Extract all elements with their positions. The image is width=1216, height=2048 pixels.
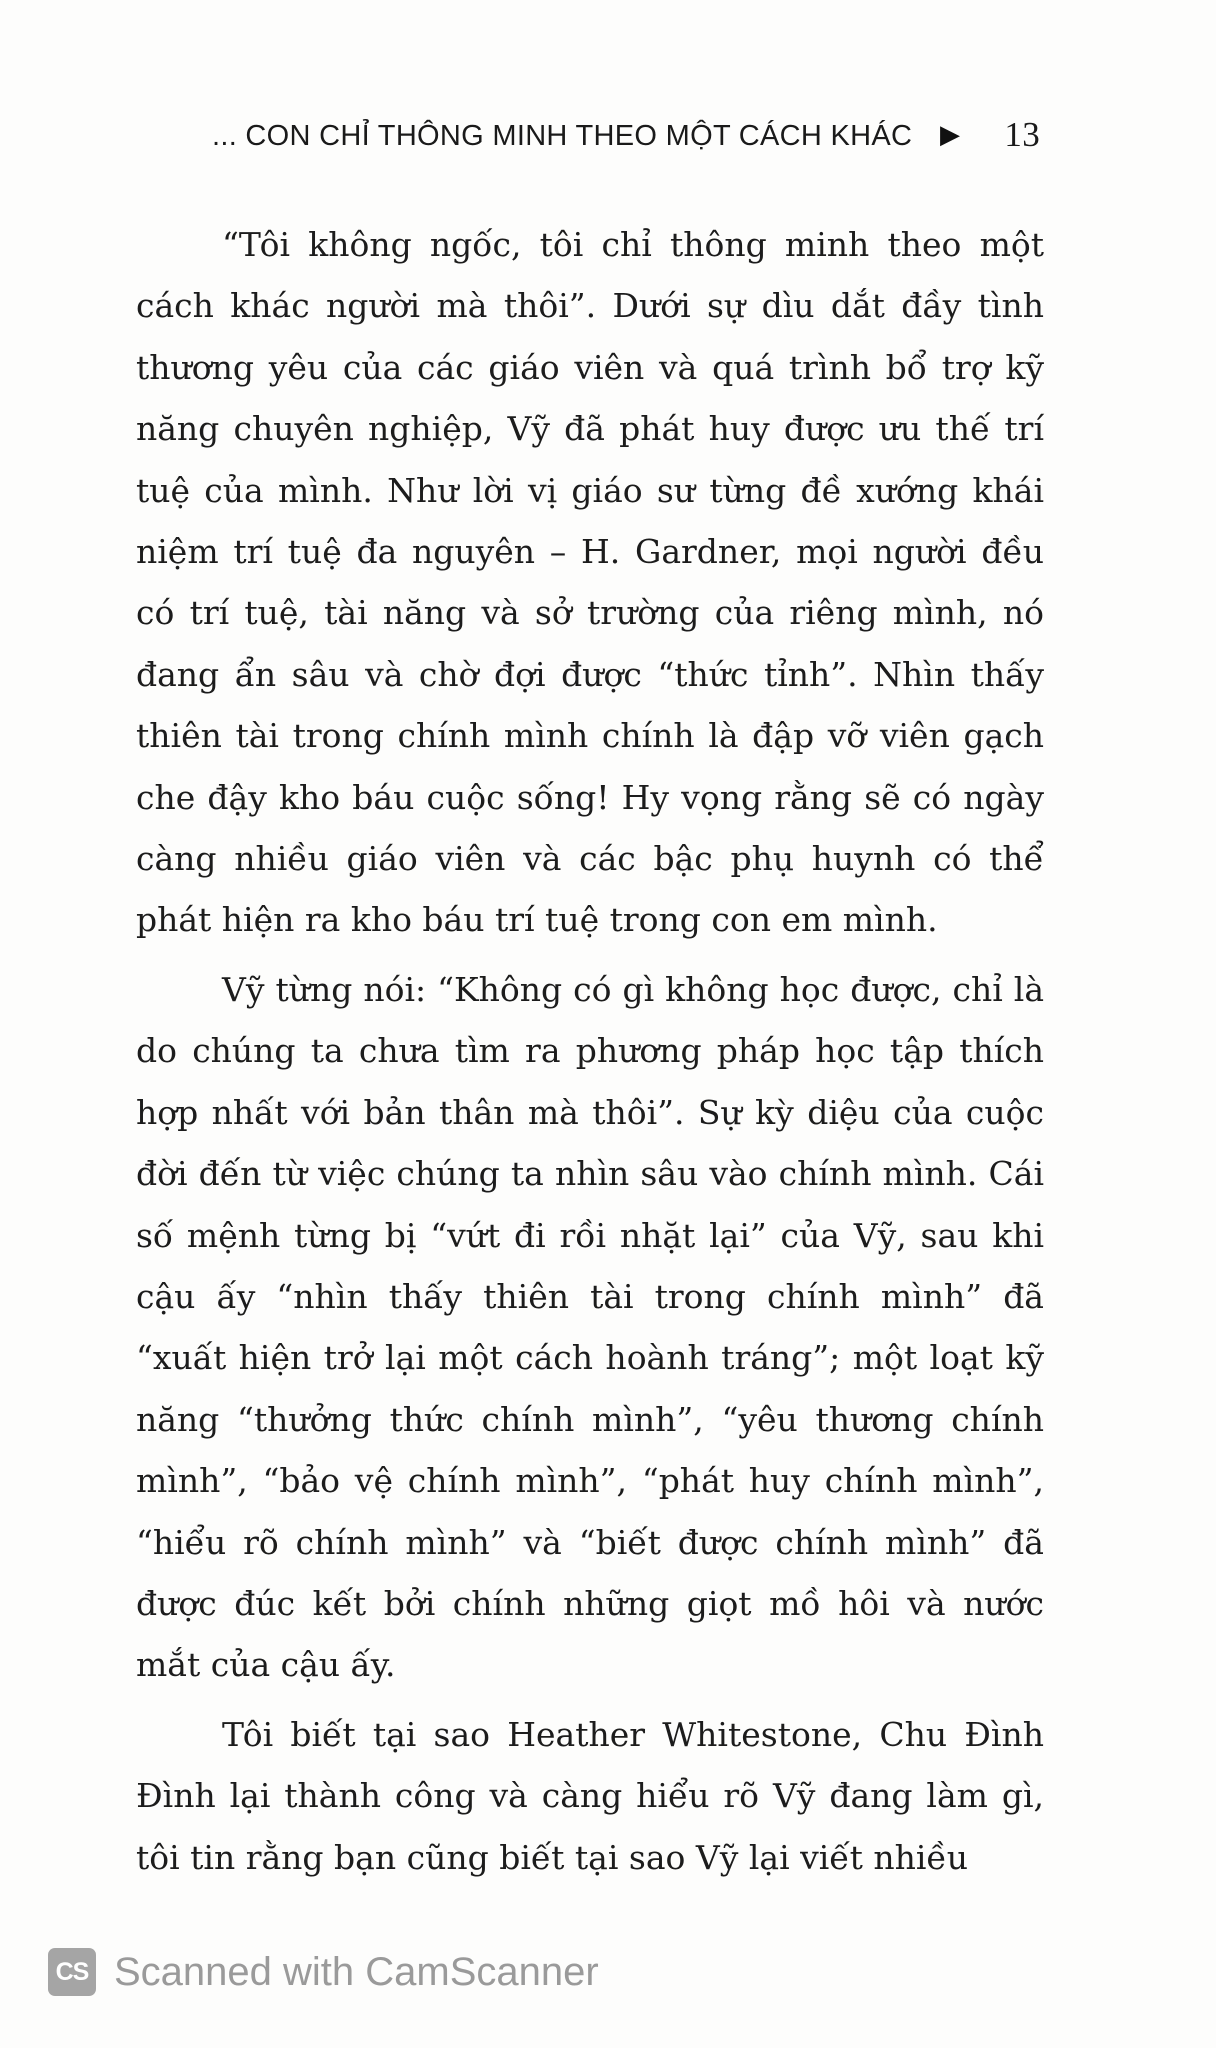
- camscanner-logo-icon: CS: [48, 1948, 96, 1996]
- scanner-watermark: [48, 1942, 599, 2002]
- arrow-right-icon: ▶: [940, 119, 961, 149]
- paragraph-1: “Tôi không ngốc, tôi chỉ thông minh theo một cách khác người mà thôi”. Dưới sự dìu dắt đầy tình thương yêu của các giáo viên và quá trình bổ trợ kỹ năng chuyên nghiệp, Vỹ đã phát huy được ưu thế trí tuệ của mình. Như lời vị giáo sư từng đề xướng khái niệm trí tuệ đa nguyên – H. Gardner, mọi người đều có trí tuệ, tài năng và sở trường của riêng mình, nó đang ẩn sâu và chờ đợi được “thức tỉnh”. Nhìn thấy thiên tài trong chính mình chính là đập vỡ viên gạch che đậy kho báu cuộc sống! Hy vọng rằng sẽ có ngày càng nhiều giáo viên và các bậc phụ huynh có thể phát hiện ra kho báu trí tuệ trong con em mình.: [136, 225, 1044, 940]
- watermark-label: Scanned with CamScanner: [114, 1949, 599, 1994]
- paragraph-3: Tôi biết tại sao Heather Whitestone, Chu Đình Đình lại thành công và càng hiểu rõ Vỹ đang làm gì, tôi tin rằng bạn cũng biết tại sao Vỹ lại viết nhiều: [136, 1714, 1044, 1877]
- page-number: 13: [1004, 115, 1040, 154]
- running-title: ... CON CHỈ THÔNG MINH THEO MỘT CÁCH KHÁC: [212, 120, 913, 152]
- body-text: [136, 214, 1044, 1888]
- running-header: [212, 112, 1052, 162]
- paragraph-2: Vỹ từng nói: “Không có gì không học được, chỉ là do chúng ta chưa tìm ra phương pháp học tập thích hợp nhất với bản thân mà thôi”. Sự kỳ diệu của cuộc đời đến từ việc chúng ta nhìn sâu vào chính mình. Cái số mệnh từng bị “vứt đi rồi nhặt lại” của Vỹ, sau khi cậu ấy “nhìn thấy thiên tài trong chính mình” đã “xuất hiện trở lại một cách hoành tráng”; một loạt kỹ năng “thưởng thức chính mình”, “yêu thương chính mình”, “bảo vệ chính mình”, “phát huy chính mình”, “hiểu rõ chính mình” và “biết được chính mình” đã được đúc kết bởi chính những giọt mồ hôi và nước mắt của cậu ấy.: [136, 969, 1044, 1685]
